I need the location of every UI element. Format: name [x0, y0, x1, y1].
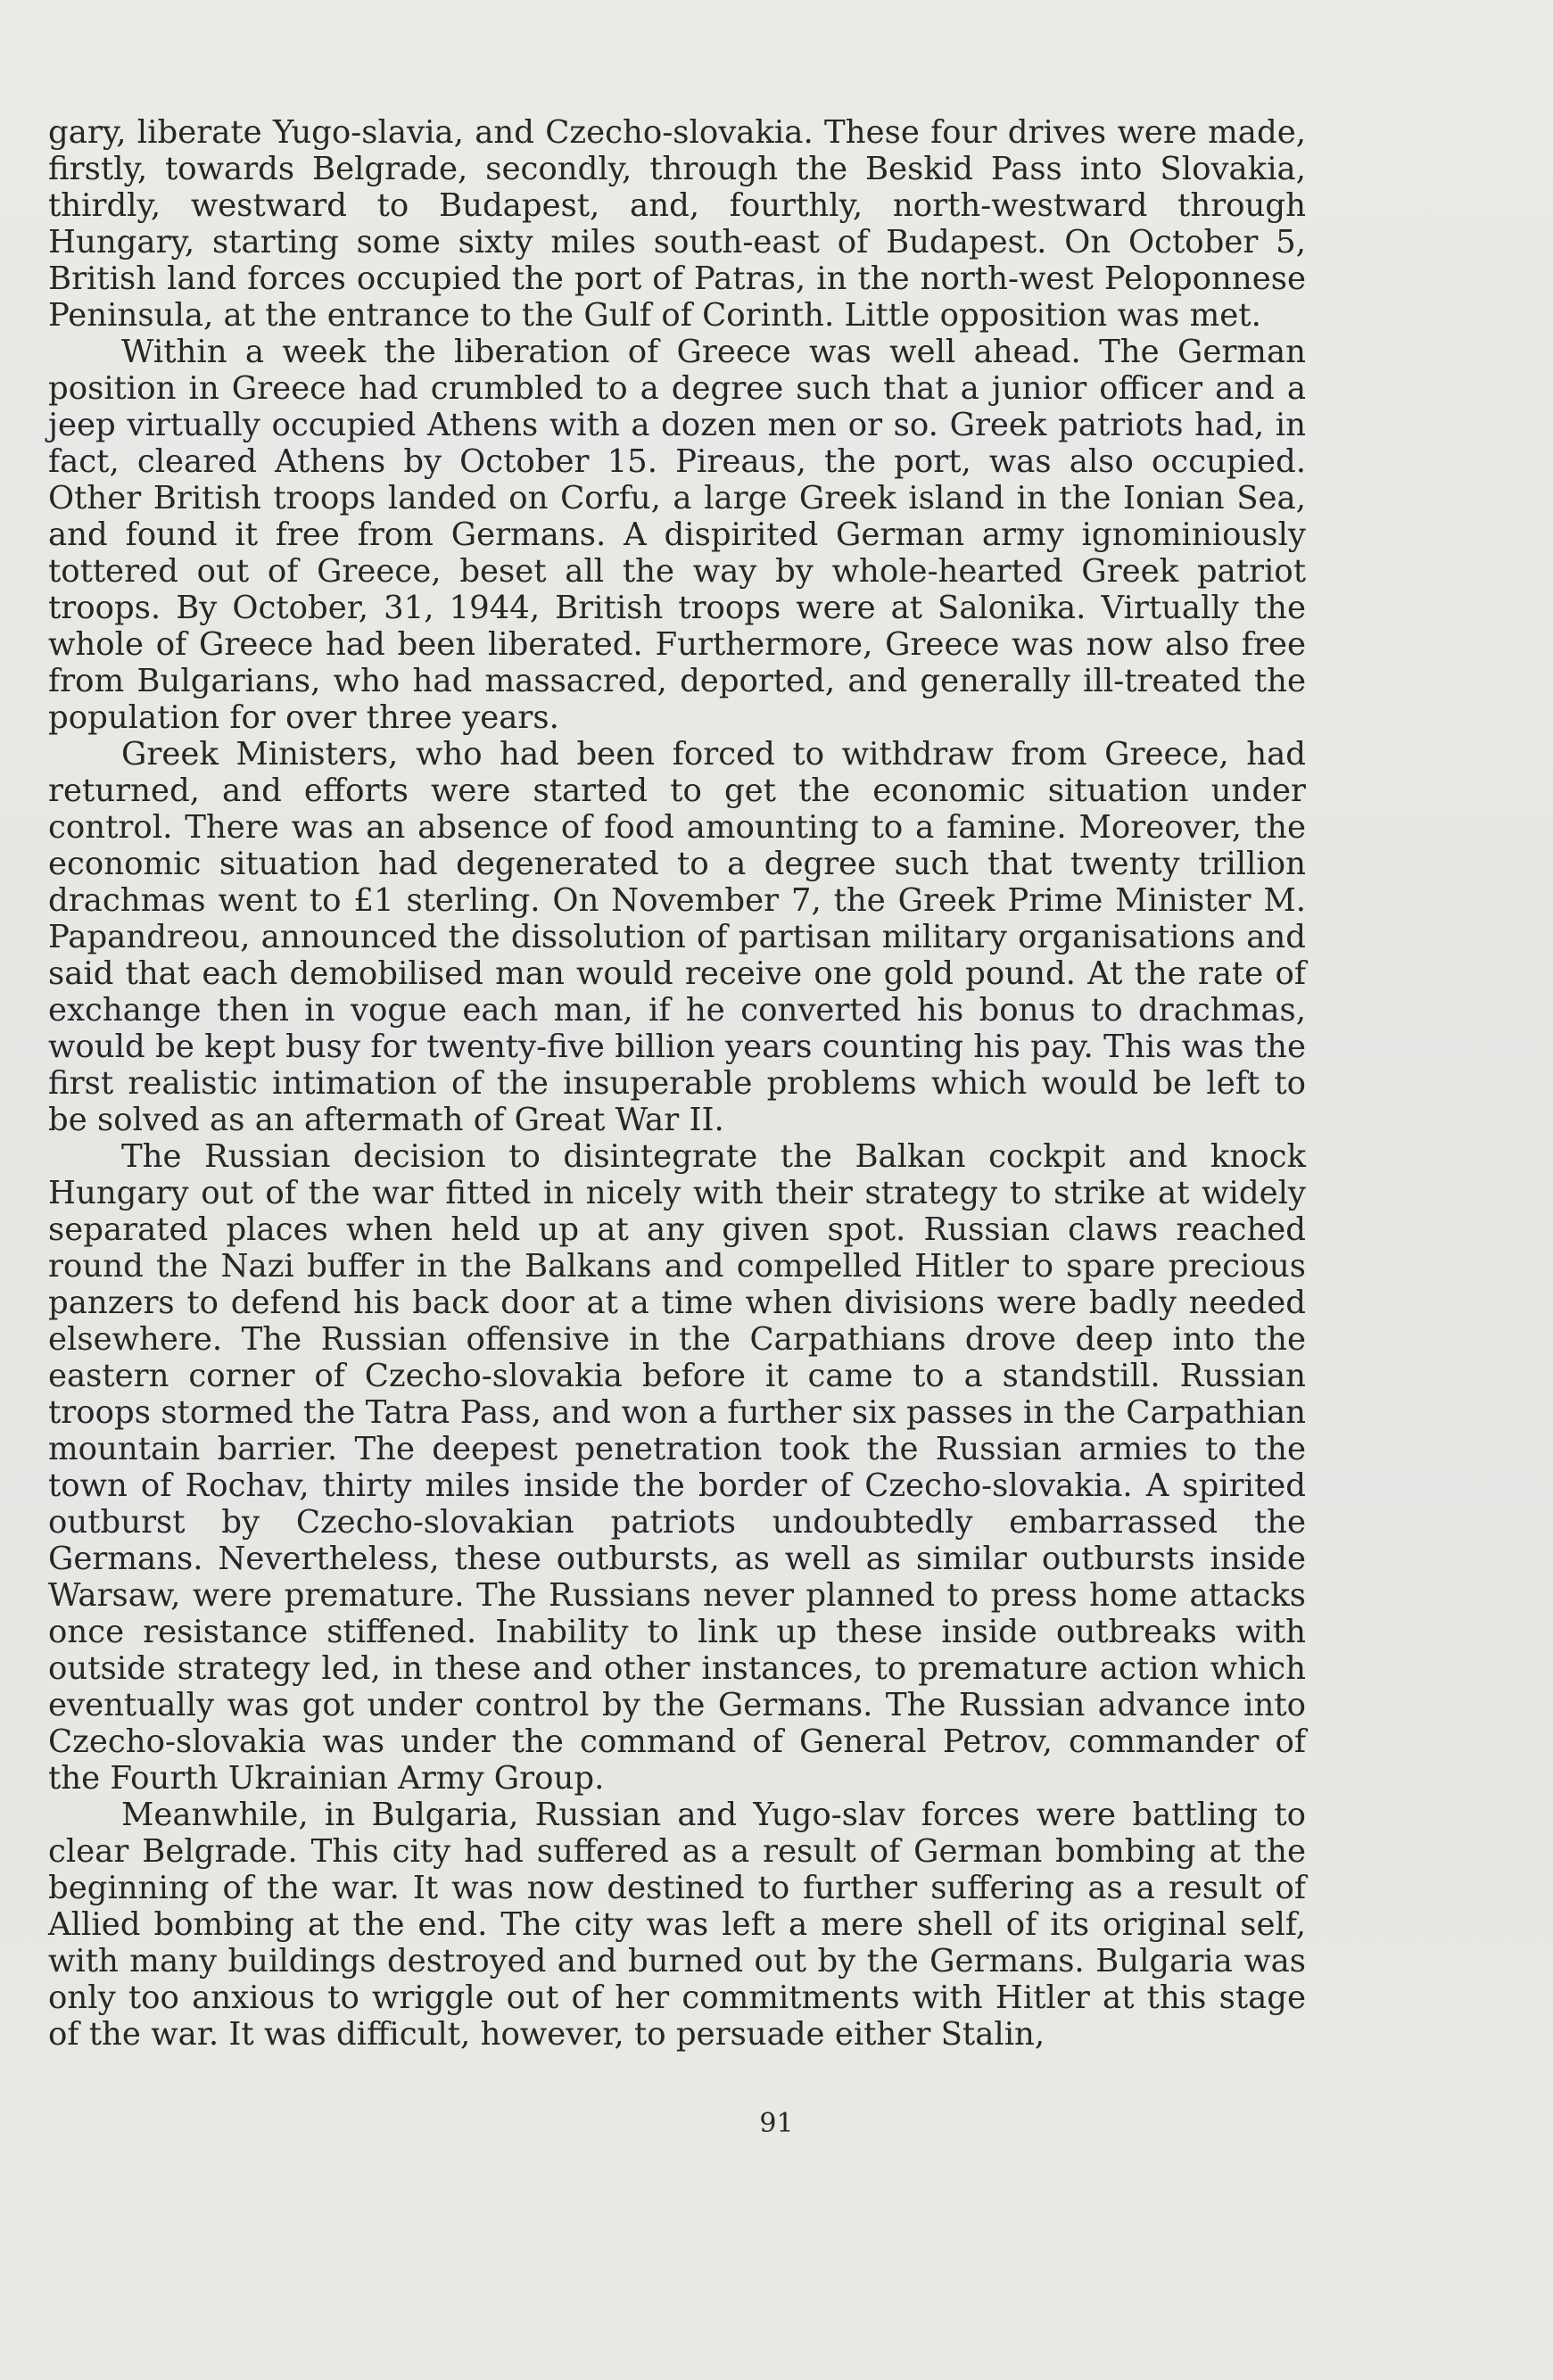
paragraph-5: Meanwhile, in Bulgaria, Russian and Yugo-slav forces were battling to clear Belgrade. This city had suffered as a result of German bombing at the beginning of the war. It was now destined to further suffering as a result of Allied bombing at the end. The city was left a mere shell of its original self, with many buildings destroyed and burned out by the Germans. Bulgaria was only too anxious to wriggle out of her commitments with Hitler at this stage of the war. It was difficult, however, to persuade either Stalin,: [48, 1797, 1306, 2053]
paragraph-4: The Russian decision to disintegrate the Balkan cockpit and knock Hungary out of the war fitted in nicely with their strategy to strike at widely separated places when held up at any given spot. Russian claws reached round the Nazi buffer in the Balkans and compelled Hitler to spare precious panzers to defend his back door at a time when divisions were badly needed elsewhere. The Russian offensive in the Carpathians drove deep into the eastern corner of Czecho-slovakia before it came to a standstill. Russian troops stormed the Tatra Pass, and won a further six passes in the Carpathian mountain barrier. The deepest penetration took the Russian armies to the town of Rochav, thirty miles inside the border of Czecho-slovakia. A spirited outburst by Czecho-slovakian patriots undoubtedly embarrassed the Germans. Nevertheless, these outbursts, as well as similar outbursts inside Warsaw, were premature. The Russians never planned to press home attacks once resistance stiffened. Inability to link up these inside outbreaks with outside strategy led, in these and other instances, to premature action which eventually was got under control by the Germans. The Russian advance into Czecho-slovakia was under the command of General Petrov, commander of the Fourth Ukrainian Army Group.: [48, 1138, 1306, 1797]
body-text: [48, 114, 1306, 2053]
paragraph-2: Within a week the liberation of Greece was well ahead. The German position in Greece had crumbled to a degree such that a junior officer and a jeep virtually occupied Athens with a dozen men or so. Greek patriots had, in fact, cleared Athens by October 15. Pireaus, the port, was also occupied. Other British troops landed on Corfu, a large Greek island in the Ionian Sea, and found it free from Germans. A dispirited German army ignominiously tottered out of Greece, beset all the way by whole-hearted Greek patriot troops. By October, 31, 1944, British troops were at Salonika. Virtually the whole of Greece had been liberated. Furthermore, Greece was now also free from Bulgarians, who had massacred, deported, and generally ill-treated the population for over three years.: [48, 334, 1306, 736]
paragraph-3: Greek Ministers, who had been forced to withdraw from Greece, had returned, and efforts were started to get the economic situation under control. There was an absence of food amounting to a famine. Moreover, the economic situation had degenerated to a degree such that twenty trillion drachmas went to £1 sterling. On November 7, the Greek Prime Minister M. Papandreou, announced the dissolution of partisan military organisations and said that each demobilised man would receive one gold pound. At the rate of exchange then in vogue each man, if he converted his bonus to drachmas, would be kept busy for twenty-five billion years counting his pay. This was the first realistic intimation of the insuperable problems which would be left to be solved as an aftermath of Great War II.: [48, 736, 1306, 1138]
page-number: 91: [759, 2108, 794, 2139]
paragraph-1: gary, liberate Yugo-slavia, and Czecho-slovakia. These four drives were made, firstly, towards Belgrade, secondly, through the Beskid Pass into Slovakia, thirdly, westward to Budapest, and, fourthly, north-westward through Hungary, starting some sixty miles south-east of Budapest. On October 5, British land forces occupied the port of Patras, in the north-west Peloponnese Peninsula, at the entrance to the Gulf of Corinth. Little opposition was met.: [48, 114, 1306, 334]
